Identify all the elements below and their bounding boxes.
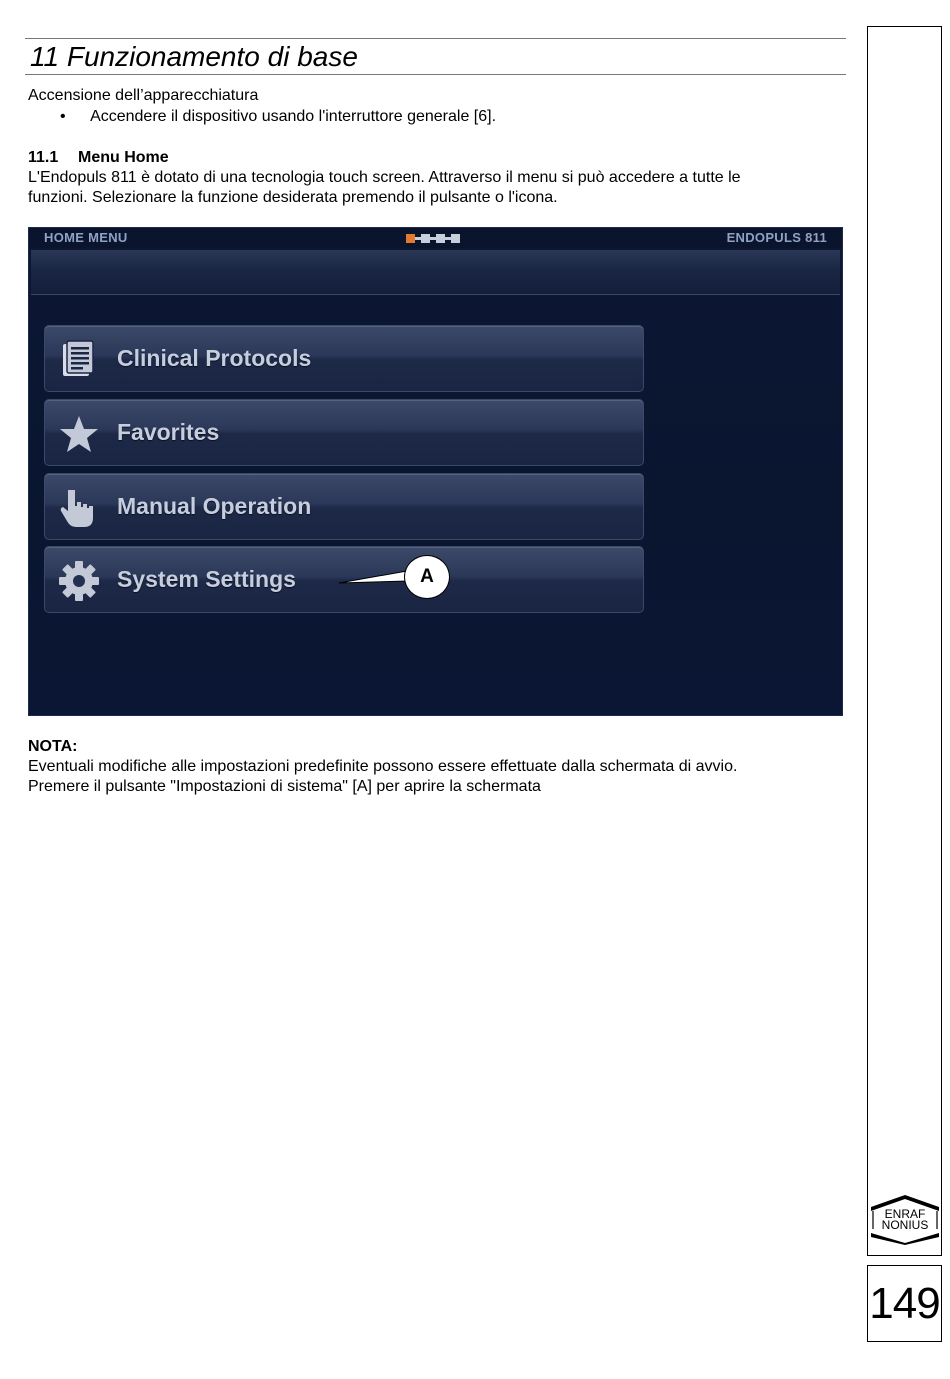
system-settings-button[interactable] — [44, 546, 644, 613]
menu-item-label: Clinical Protocols — [117, 345, 312, 371]
hand-pointer-icon — [59, 488, 99, 528]
star-icon — [59, 414, 99, 454]
progress-indicator-icon — [406, 233, 467, 244]
note-title: NOTA: — [28, 738, 78, 755]
title-rule — [25, 74, 846, 75]
menu-item-label: System Settings — [117, 566, 296, 592]
section-text-line1: L'Endopuls 811 è dotato di una tecnologia touch screen. Attraverso il menu si può accedere a tutte le — [28, 169, 741, 186]
device-screenshot — [28, 227, 843, 716]
screen-header-band — [31, 250, 840, 295]
menu-item-label: Favorites — [117, 419, 220, 445]
top-rule — [25, 38, 846, 39]
intro-heading: Accensione dell’apparecchiatura — [28, 87, 259, 104]
gear-icon — [59, 561, 99, 601]
section-number: 11.1 — [28, 149, 59, 166]
logo-line1: ENRAF — [884, 1207, 926, 1221]
section-title: Menu Home — [78, 149, 169, 166]
bullet-text: Accendere il dispositivo usando l'interruttore generale [6]. — [90, 108, 497, 125]
note-line2: Premere il pulsante "Impostazioni di sistema" [A] per aprire la schermata — [28, 778, 541, 795]
enraf-nonius-logo — [869, 1193, 941, 1245]
intro-bullet — [60, 108, 496, 126]
logo-line2: NONIUS — [881, 1218, 929, 1232]
screen-title: HOME MENU — [44, 230, 128, 245]
side-strip — [867, 26, 942, 1256]
chapter-title: 11 Funzionamento di base — [30, 41, 358, 72]
document-icon — [59, 340, 99, 380]
clinical-protocols-button[interactable] — [44, 325, 644, 392]
manual-operation-button[interactable] — [44, 473, 644, 540]
note-line1: Eventuali modifiche alle impostazioni predefinite possono essere effettuate dalla schermata di avvio. — [28, 758, 738, 775]
menu-item-label: Manual Operation — [117, 493, 312, 519]
favorites-button[interactable] — [44, 399, 644, 466]
section-text-line2: funzioni. Selezionare la funzione desiderata premendo il pulsante o l'icona. — [28, 189, 558, 206]
callout-a: A — [404, 555, 450, 599]
callout-pointer — [29, 228, 843, 716]
bullet-symbol: • — [60, 108, 66, 125]
screen-topbar — [29, 228, 842, 248]
section-heading — [28, 148, 169, 168]
page-number: 149 — [867, 1265, 942, 1342]
device-name: ENDOPULS 811 — [726, 230, 827, 245]
